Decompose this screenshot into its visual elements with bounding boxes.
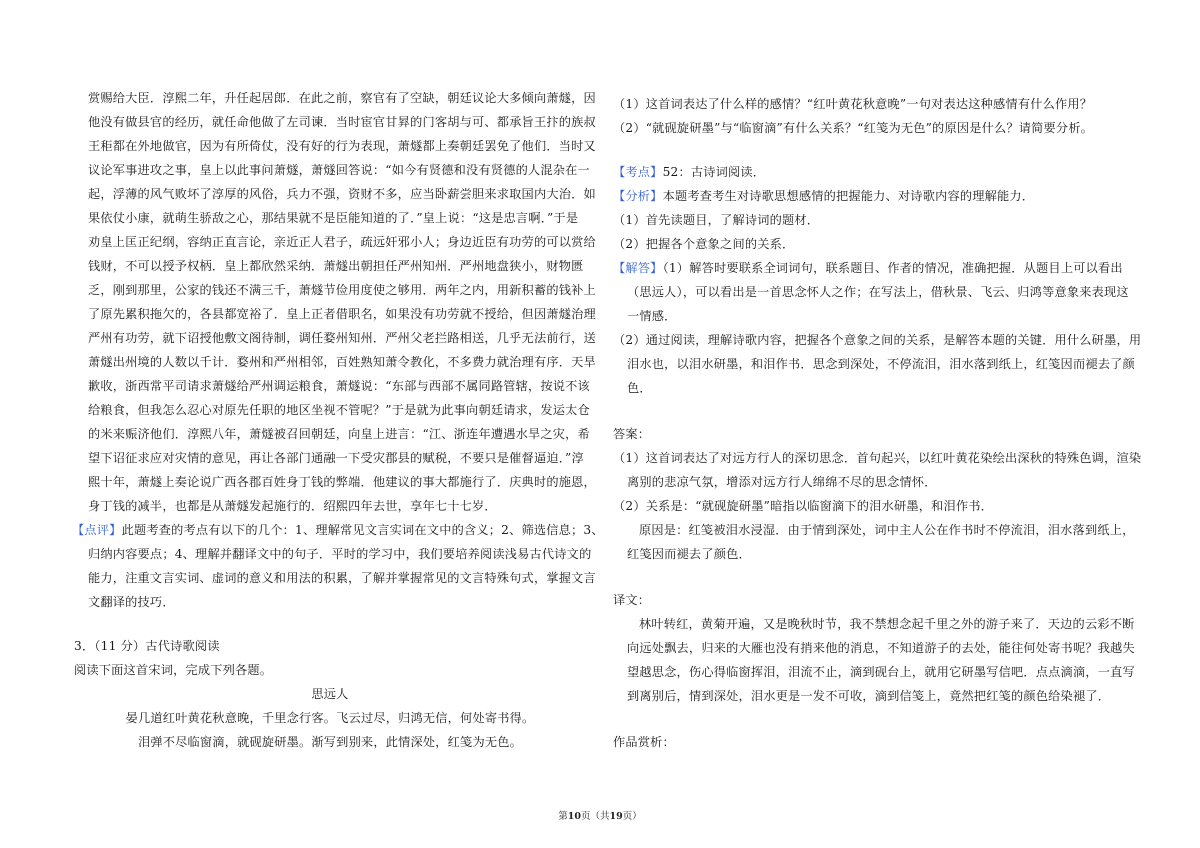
fenxi-point: （1）首先读题目，了解诗词的题材． <box>613 213 820 227</box>
instruction: 阅读下面这首宋词，完成下列各题。 <box>74 663 273 677</box>
fenxi-line <box>613 188 1034 204</box>
comment-line: 文翻译的技巧． <box>88 595 175 609</box>
text-line: 起，浮薄的风气败坏了淳厚的风俗，兵力不强，资财不多，应当卧薪尝胆来求取国内大治．如 <box>88 187 596 201</box>
comment-line <box>72 522 604 538</box>
text-line: 乏，刚到那里，公家的钱还不满三千，萧燧节俭用度使之够用．两年之内，用新积蓄的钱补上 <box>88 283 596 297</box>
poem-title: 思远人 <box>311 687 349 701</box>
comment-line: 能力，注重文言实词、虚词的意义和用法的积累，了解并掌握常见的文言特殊句式，掌握文言 <box>88 571 596 585</box>
footer-suffix: 页） <box>622 811 642 822</box>
kaodian-line <box>613 164 765 180</box>
translation-line: 到离别后，情到深处，泪水更是一发不可收，滴到信笺上，竟然把红笺的颜色给染褪了． <box>627 689 1111 703</box>
translation-line: 林叶转红，黄菊开遍，又是晚秋时节，我不禁想念起千里之外的游子来了．天边的云彩不断 <box>639 617 1135 631</box>
translation-label: 译文： <box>613 593 651 607</box>
jieda-line: 色． <box>627 381 652 395</box>
sub-question: （2）“就砚旋研墨”与“临窗滴”有什么关系？“红笺为无色”的原因是什么？请简要分析。 <box>613 121 1094 135</box>
text-line: 了原先累积拖欠的，各县都宽裕了．皇上正者借职名，如果没有功劳就不授给，但因萧燧治理 <box>88 307 596 321</box>
answer-line: 原因是：红笺被泪水浸湿．由于情到深处，词中主人公在作书时不停流泪，泪水落到纸上， <box>639 523 1135 537</box>
footer-prefix: 第 <box>558 811 568 822</box>
jieda-line: 泪水也，以泪水研墨，和泪作书．思念到深处，不停流泪，泪水落到纸上，红笺因而褪去了颜 <box>627 357 1135 371</box>
text-line: 的米来赈济他们．淳熙八年，萧燧被召回朝廷，向皇上进言：“江、浙连年遭遇水旱之灾，希 <box>88 427 590 441</box>
page-number: 10 <box>567 811 581 822</box>
question-heading: 3．（11 分）古代诗歌阅读 <box>74 639 220 653</box>
answer-line: 离别的悲凉气氛，增添对远方行人绵绵不尽的思念情怀． <box>627 475 937 489</box>
translation-line: 望越思念，伤心得临窗挥泪，泪流不止，滴到砚台上，就用它研墨写信吧．点点滴滴，一直写 <box>627 665 1135 679</box>
answer-line: （2）关系是：“就砚旋研墨”暗指以临窗滴下的泪水研墨，和泪作书． <box>613 499 994 513</box>
jieda-line: （思远人），可以看出是一首思念怀人之作；在写法上，借秋景、飞云、归鸿等意象来表现这 <box>627 285 1129 299</box>
text-line: 严州有功劳，就下诏授他敷文阁待制，调任婺州知州．严州父老拦路相送，几乎无法前行，送 <box>88 331 596 345</box>
fenxi-point: （2）把握各个意象之间的关系． <box>613 237 795 251</box>
translation-line: 向远处飘去，归来的大雁也没有捎来他的消息，不知道游子的去处，能往何处寄书呢？我越失 <box>627 641 1135 655</box>
text-line: 赏赐给大臣．淳熙二年，升任起居郎．在此之前，察官有了空缺，朝廷议论大多倾向萧燧，因 <box>88 91 596 105</box>
page-footer <box>0 808 1200 822</box>
poem-line: 泪弹不尽临窗滴，就砚旋研墨。渐写到别来，此情深处，红笺为无色。 <box>137 735 522 749</box>
text-line: 身丁钱的减半，也都是从萧燧发起施行的．绍熙四年去世，享年七十七岁． <box>88 499 497 513</box>
text-line: 熙十年，萧燧上奏论说广西各郡百姓身丁钱的弊端．他建议的事大都施行了．庆典时的施恩， <box>88 475 596 489</box>
text-line: 给粮食，但我怎么忍心对原先任职的地区坐视不管呢？”于是就为此事向朝廷请求，发运太仓 <box>88 403 590 417</box>
answer-label: 答案： <box>613 427 651 441</box>
jieda-line: （2）通过阅读，理解诗歌内容，把握各个意象之间的关系，是解答本题的关键．用什么研墨，用 <box>613 333 1142 347</box>
text-line: 萧燧出州境的人数以千计．婺州和严州相邻，百姓熟知萧令教化，不多费力就治理有序．天旱 <box>88 355 596 369</box>
jieda-text: （1）解答时要联系全词词句，联系题目、作者的情况，准确把握．从题目上可以看出 <box>662 261 1123 275</box>
kaodian-text: 52：古诗词阅读． <box>662 165 766 179</box>
appreciation-label: 作品赏析： <box>613 735 675 749</box>
text-line: 果依仗小康，就萌生骄敌之心，那结果就不是臣能知道的了．”皇上说：“这是忠言啊．”于是 <box>88 211 579 225</box>
fenxi-text: 本题考查考生对诗歌思想感情的把握能力、对诗歌内容的理解能力． <box>662 189 1035 203</box>
text-line: 钱财，不可以授予权柄．皇上都欣然采纳．萧燧出朝担任严州知州．严州地盘狭小，财物匮 <box>88 259 584 273</box>
text-line: 歉收，浙西常平司请求萧燧给严州调运粮食，萧燧说：“东部与西部不属同路管辖，按说不该 <box>88 379 590 393</box>
text-line: 他没有做县官的经历，就任命他做了左司谏．当时宦官甘昪的门客胡与可、都承旨王抃的族叔 <box>88 115 596 129</box>
text-line: 王秬都在外地做官，因为有所倚仗，没有好的行为表现，萧燧都上奏朝廷罢免了他们．当时又 <box>88 139 596 153</box>
answer-line: 红笺因而褪去了颜色． <box>627 547 751 561</box>
jieda-tag: 【解答】 <box>613 261 663 275</box>
jieda-line: 一情感． <box>627 309 677 323</box>
text-line: 望下诏征求应对灾情的意见，再让各部门通融一下受灾郡县的赋税，不要只是催督逼迫．”淳 <box>88 451 584 465</box>
comment-line: 归纳内容要点；4、理解并翻译文中的句子．平时的学习中，我们要培养阅读浅易古代诗文的 <box>88 547 592 561</box>
comment-text: 此题考查的考点有以下的几个：1、理解常见文言实词在文中的含义；2、筛选信息；3、 <box>121 523 604 537</box>
fenxi-tag: 【分析】 <box>613 189 663 203</box>
kaodian-tag: 【考点】 <box>613 165 663 179</box>
text-line: 议论军事进攻之事，皇上以此事问萧燧，萧燧回答说：“如今有贤德和没有贤德的人混杂在一 <box>88 163 590 177</box>
page-total: 19 <box>609 811 623 822</box>
answer-line: （1）这首词表达了对远方行人的深切思念．首句起兴，以红叶黄花染绘出深秋的特殊色调，渲染 <box>613 451 1142 465</box>
poem-line: 晏几道红叶黄花秋意晚，千里念行客。飞云过尽，归鸿无信，何处寄书得。 <box>125 711 535 725</box>
jieda-line <box>613 260 1123 276</box>
comment-tag: 【点评】 <box>72 523 122 537</box>
sub-question: （1）这首词表达了什么样的感情？“红叶黄花秋意晚”一句对表达这种感情有什么作用？ <box>613 97 1093 111</box>
footer-middle: 页（共 <box>580 811 610 822</box>
text-line: 劝皇上匡正纪纲，容纳正直言论，亲近正人君子，疏远奸邪小人；身边近臣有功劳的可以赏给 <box>88 235 596 249</box>
